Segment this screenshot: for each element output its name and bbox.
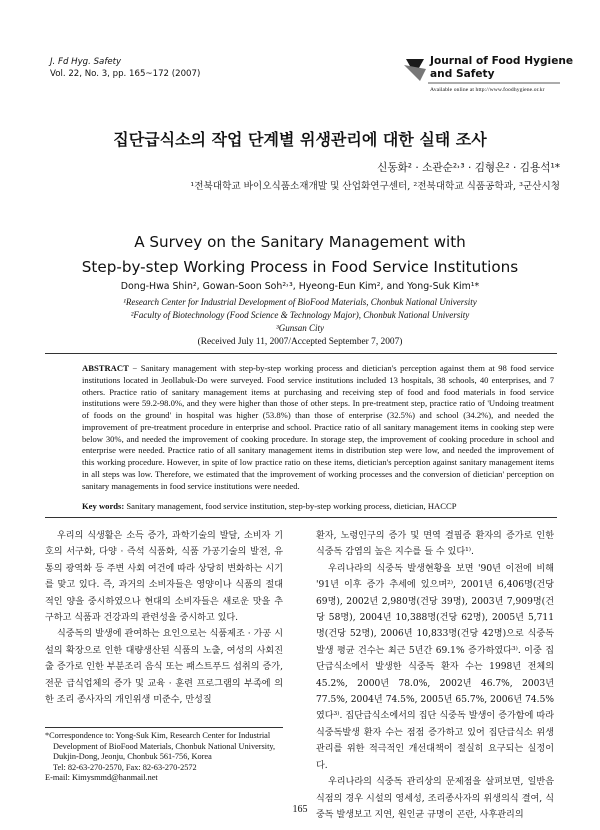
authors-english: Dong-Hwa Shin², Gowan-Soon Soh²˒³, Hyeong-Eun Kim², and Yong-Suk Kim¹* bbox=[120, 281, 480, 292]
journal-reference bbox=[50, 57, 200, 80]
affiliation-english: ³Gunsan City bbox=[276, 323, 324, 333]
abstract-body: − Sanitary management with step-by-step working process and dietician's perception against them at 98 food service institutions located in Jeollabuk-Do were surveyed. Food service institutions included 13 hospitals, 38 schools, 40 enterprises, and 7 others. Practice ratio of sanitary management items at purchasing and receiving step of food and food materials in food service institutions were 59.2-98.0%, and they were higher than those of other steps. In pre-treatment step, practice ratio of 'Undoing treatment of foods on the ground' in hospital was higher (53.8%) than those of enterprise (32.5%) and school (34.2%), and needed the improvement of pre-treatment procedure in enterprise and school. Practice ratio of all sanitary management items in cooking step were below 30%, and needed the improvement of cooking procedure. In storage step, the improvement of cooking procedure in school and enterprise were needed. Practice ratio of all sanitary management items in distribution step were low, and needed the improvement of this working procedure. However, in spite of low practice ratio on these items, dietician's perception against sanitary management items in all steps was low. Therefore, we estimated that the improvement of working processes and the conversion of dietician' perception on sanitary managements in food service institutions were needed. bbox=[82, 363, 554, 491]
title-english bbox=[0, 230, 600, 280]
footnote-line: Dukjin-Dong, Jeonju, Chonbuk 561-756, Korea bbox=[53, 752, 212, 762]
body-paragraph: 식중독의 발생에 관여하는 요인으로는 식품제조 · 가공 시설의 확장으로 인한 대량생산된 식품의 노출, 여성의 사회진출 증가로 인한 부분조리 음식 또는 패스트푸드 섭취의 증가, 전문 급식업체의 증가 및 교육 · 훈련 프로그램의 부족에 의한 조리 종사자의 개인위생 미준수, 만성질 bbox=[45, 629, 283, 706]
footnote-line: Tel: 82-63-270-2570, Fax: 82-63-270-2572 bbox=[53, 762, 197, 772]
keywords-label: Key words: bbox=[82, 501, 125, 511]
journal-name: J. Fd Hyg. Safety bbox=[50, 57, 122, 67]
received-dates: (Received July 11, 2007/Accepted September 7, 2007) bbox=[197, 337, 403, 347]
body-column-left bbox=[45, 528, 283, 708]
page-number: 165 bbox=[292, 804, 308, 815]
body-paragraph: 우리의 식생활은 소득 증가, 과학기술의 발달, 소비자 기호의 서구화, 다양 · 즉석 식품화, 식품 가공기술의 발전, 유통의 광역화 등 주변 사회 여건에 따라 상당히 변화하는 시기를 맞고 있다. 즉, 과거의 소비자들은 영양이나 식품의 절대적인 양을 중시하였으나 현대의 소비자들은 새로운 맛을 추구하고 식품과 건강과의 관련성을 중시하고 있다. bbox=[45, 531, 283, 624]
authors-korean: 신동화² · 소관순²˒³ · 김형은² · 김용석¹* bbox=[377, 162, 560, 174]
footnote-line: Development of BioFood Materials, Chonbuk National University, bbox=[53, 741, 276, 751]
journal-volume: Vol. 22, No. 3, pp. 165~172 (2007) bbox=[50, 68, 201, 79]
keywords-body: Sanitary management, food service institution, step-by-step working process, dietician, HACCP bbox=[124, 501, 457, 511]
footnote-line: *Correspondence to: Yong-Suk Kim, Research Center for Industrial bbox=[45, 731, 271, 740]
abstract-label: ABSTRACT bbox=[82, 363, 129, 373]
logo-title bbox=[430, 55, 573, 80]
affiliation-english: ²Faculty of Biotechnology (Food Science & Technology Major), Chonbuk National University bbox=[130, 310, 470, 320]
affiliation-english: ¹Research Center for Industrial Development of BioFood Materials, Chonbuk National University bbox=[123, 297, 477, 307]
footnote-line[interactable]: E-mail: Kimysmmd@hanmail.net bbox=[45, 773, 158, 783]
body-column-right bbox=[316, 528, 554, 823]
logo-title-line: and Safety bbox=[430, 67, 495, 80]
footnote-divider bbox=[45, 727, 283, 728]
logo-title-line: Journal of Food Hygiene bbox=[430, 55, 574, 67]
title-english-line: Step-by-step Working Process in Food Service Institutions bbox=[81, 258, 519, 276]
abstract bbox=[82, 363, 554, 492]
correspondence-footnote bbox=[45, 731, 285, 784]
title-english-line: A Survey on the Sanitary Management with bbox=[134, 233, 466, 251]
affiliations-korean: ¹전북대학교 바이오식품소재개발 및 산업화연구센터, ²전북대학교 식품공학과, ³군산시청 bbox=[190, 181, 560, 192]
body-paragraph: 우리나라의 식중독 발생현황을 보면 '90년 이전에 비해 '91년 이후 증가 추세에 있으며²⁾, 2001년 6,406명(건당 69명), 2002년 2,980명(건당 39명), 2003년 7,909명(건당 58명), 2004년 10,388명(건당 62명), 2005년 5,711명(건당 52명), 2006년 10,833명(건당 42명)으로 식중독발생 평균 건수는 최근 5년간 69.1% 증가하였다³⁾. 이중 집단급식소에서 발생한 식중독 환자 수는 1998년 전체의 45.2%, 2000년 78.0%, 2002년 46.7%, 2003년 77.5%, 2004년 74.5%, 2005년 65.7%, 2006년 74.5%였다³⁾. 집단급식소에서의 집단 식중독 발생이 증가함에 따라 식중독발생 환자 수는 점점 증가하고 있어 집단급식소 위생관리를 위한 적극적인 개선대책이 절실히 요구되는 실정이다. bbox=[316, 563, 554, 771]
keywords bbox=[82, 501, 554, 511]
logo-url[interactable]: Available online at http://www.foodhygiene.or.kr bbox=[430, 87, 545, 93]
body-paragraph: 우리나라의 식중독 관리상의 문제점을 살펴보면, 일반음식점의 경우 시설의 영세성, 조리종사자의 위생의식 결여, 식중독 발생보고 지연, 원인균 규명이 곤란, 사후관리의 bbox=[316, 777, 554, 820]
title-korean: 집단급식소의 작업 단계별 위생관리에 대한 실태 조사 bbox=[113, 130, 487, 149]
body-paragraph: 환자, 노령인구의 증가 및 면역 결핍증 환자의 증가로 인한 식중독 감염의 높은 지수를 들 수 있다¹⁾. bbox=[316, 531, 554, 558]
